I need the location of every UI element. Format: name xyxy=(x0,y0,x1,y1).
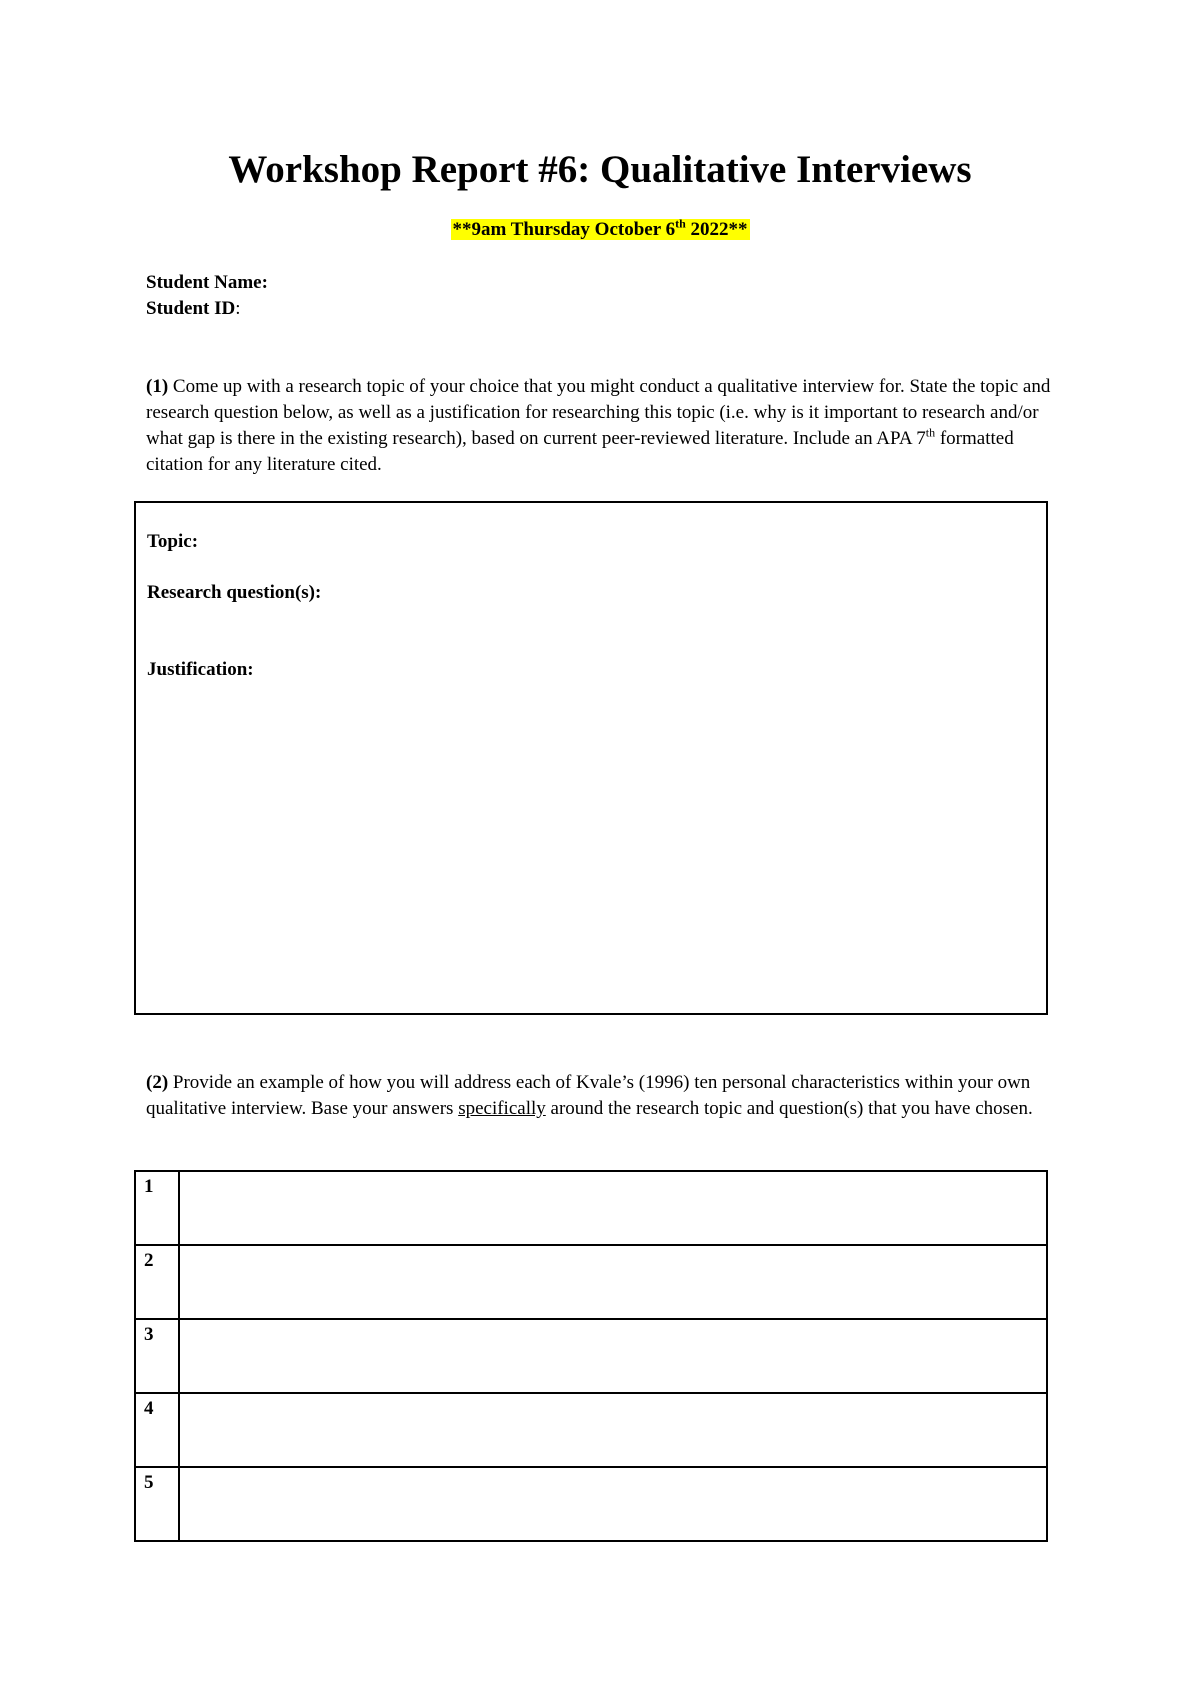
student-id-text: Student ID xyxy=(146,298,236,319)
row-number: 4 xyxy=(135,1393,179,1467)
question-2-underlined: specifically xyxy=(458,1098,546,1119)
topic-label: Topic: xyxy=(147,531,199,552)
question-1-text-a: Come up with a research topic of your choice that you might conduct a qualitative interview for. State the topic and research question below, as well as a justification for researching this topic (i.e. why is it important to research and/or what gap is there in the existing research), based on current peer-reviewed literature. Include an APA 7 xyxy=(146,376,1051,449)
question-1-number: (1) xyxy=(146,376,169,397)
table-row xyxy=(135,1171,1047,1245)
student-name-label xyxy=(146,270,268,296)
question-2-text-b: around the research topic and question(s) that you have chosen. xyxy=(545,1098,1033,1119)
date-prefix: **9am Thursday October 6 xyxy=(452,219,676,240)
characteristics-table-body xyxy=(135,1171,1047,1541)
page-title: Workshop Report #6: Qualitative Interviews xyxy=(228,148,972,191)
date-superscript: th xyxy=(675,216,686,231)
question-1-superscript: th xyxy=(925,425,936,440)
question-1-instructions xyxy=(146,374,1058,478)
answer-cell[interactable] xyxy=(179,1393,1047,1467)
answer-cell[interactable] xyxy=(179,1467,1047,1541)
answer-box[interactable] xyxy=(134,501,1048,1015)
answer-cell[interactable] xyxy=(179,1319,1047,1393)
row-number: 5 xyxy=(135,1467,179,1541)
table-row xyxy=(135,1393,1047,1467)
question-2-instructions xyxy=(146,1070,1058,1122)
table-row xyxy=(135,1319,1047,1393)
answer-cell[interactable] xyxy=(179,1171,1047,1245)
table-row xyxy=(135,1467,1047,1541)
student-id-label xyxy=(146,296,241,322)
row-number: 2 xyxy=(135,1245,179,1319)
row-number: 1 xyxy=(135,1171,179,1245)
student-id-colon: : xyxy=(235,298,241,319)
date-suffix: 2022** xyxy=(685,219,748,240)
session-date xyxy=(0,217,1200,243)
table-row xyxy=(135,1245,1047,1319)
justification-label: Justification: xyxy=(147,659,254,680)
characteristics-table xyxy=(134,1170,1048,1542)
answer-cell[interactable] xyxy=(179,1245,1047,1319)
question-2-number: (2) xyxy=(146,1072,169,1093)
student-name-text: Student Name: xyxy=(146,272,268,293)
question-1-text-b: formatted citation for any literature cited. xyxy=(146,428,1014,475)
question-2-text-a: Provide an example of how you will address each of Kvale’s (1996) ten personal characteristics within your own qualitative interview. Base your answers xyxy=(146,1072,1031,1119)
date-highlight xyxy=(451,216,750,240)
research-question-label: Research question(s): xyxy=(147,582,322,603)
row-number: 3 xyxy=(135,1319,179,1393)
